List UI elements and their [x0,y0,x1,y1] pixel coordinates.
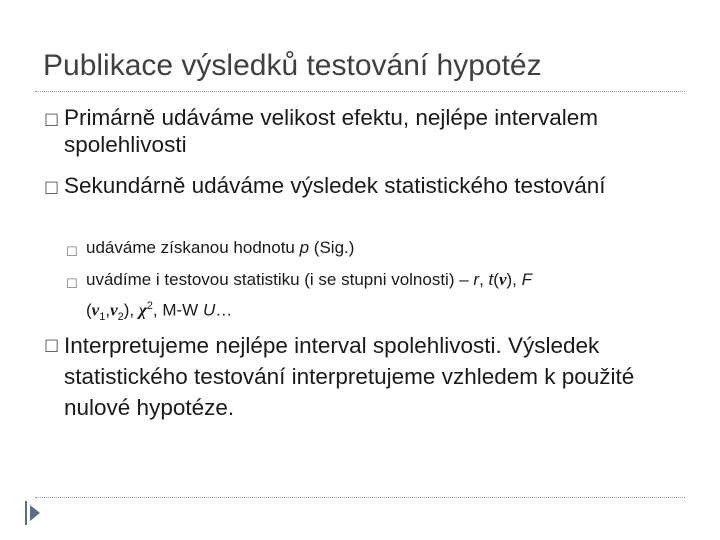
subbullet-2-text: uvádíme i testovou statistiku (i se stupni volnosti) – [86,270,474,289]
bullet-1-text: Primárně udáváme velikost efektu, nejlépe intervalem spolehlivosti [64,105,599,157]
nu-symbol: ν [498,270,507,289]
checkbox-bullet-icon: ☐ [44,111,60,131]
bullet-3-text: Interpretujeme nejlépe interval spolehlivosti. Výsledek statistického testování interpretujeme vzhledem k použité nulové hypotéze. [64,333,635,420]
ellipsis: … [215,300,233,320]
subbullet-1 [66,234,686,261]
sig-label: (Sig.) [309,238,355,257]
bullet-2-text: Sekundárně udáváme výsledek statistického testování [64,173,606,198]
f-symbol: F [521,270,532,289]
checkbox-bullet-icon: ☐ [66,245,78,260]
subbullet-2: ☐ uvádíme i testovou statistiku (i se stupni volnosti) – r, t(ν), F $(\nu_1,\nu_2)$, $\chi^2$, M-W U… [66,270,532,324]
bullet-2 [44,172,684,199]
checkbox-bullet-icon: ☐ [66,277,78,292]
chi-symbol: χ [138,300,147,320]
t-symbol: t [488,270,494,289]
checkbox-bullet-icon: ☐ [44,337,60,357]
checkbox-bullet-icon: ☐ [44,179,60,199]
r-symbol: r [473,270,480,289]
chi-superscript: 2 [146,300,153,312]
bullet-3 [44,330,684,423]
u-symbol: U [202,300,216,320]
slide-title: Publikace výsledků testování hypotéz [43,49,542,82]
nu2-symbol: ν [110,300,118,320]
title-divider [35,91,685,92]
subbullet-1-text: udáváme získanou hodnotu [86,238,295,257]
footer-divider [35,497,685,498]
p-symbol: p [299,238,310,257]
nu1-symbol: ν [91,300,100,320]
slide-marker-bar [25,501,27,525]
mw-label: M-W [162,300,199,320]
bullet-1 [44,104,684,158]
slide-marker-arrow-icon [30,505,40,521]
